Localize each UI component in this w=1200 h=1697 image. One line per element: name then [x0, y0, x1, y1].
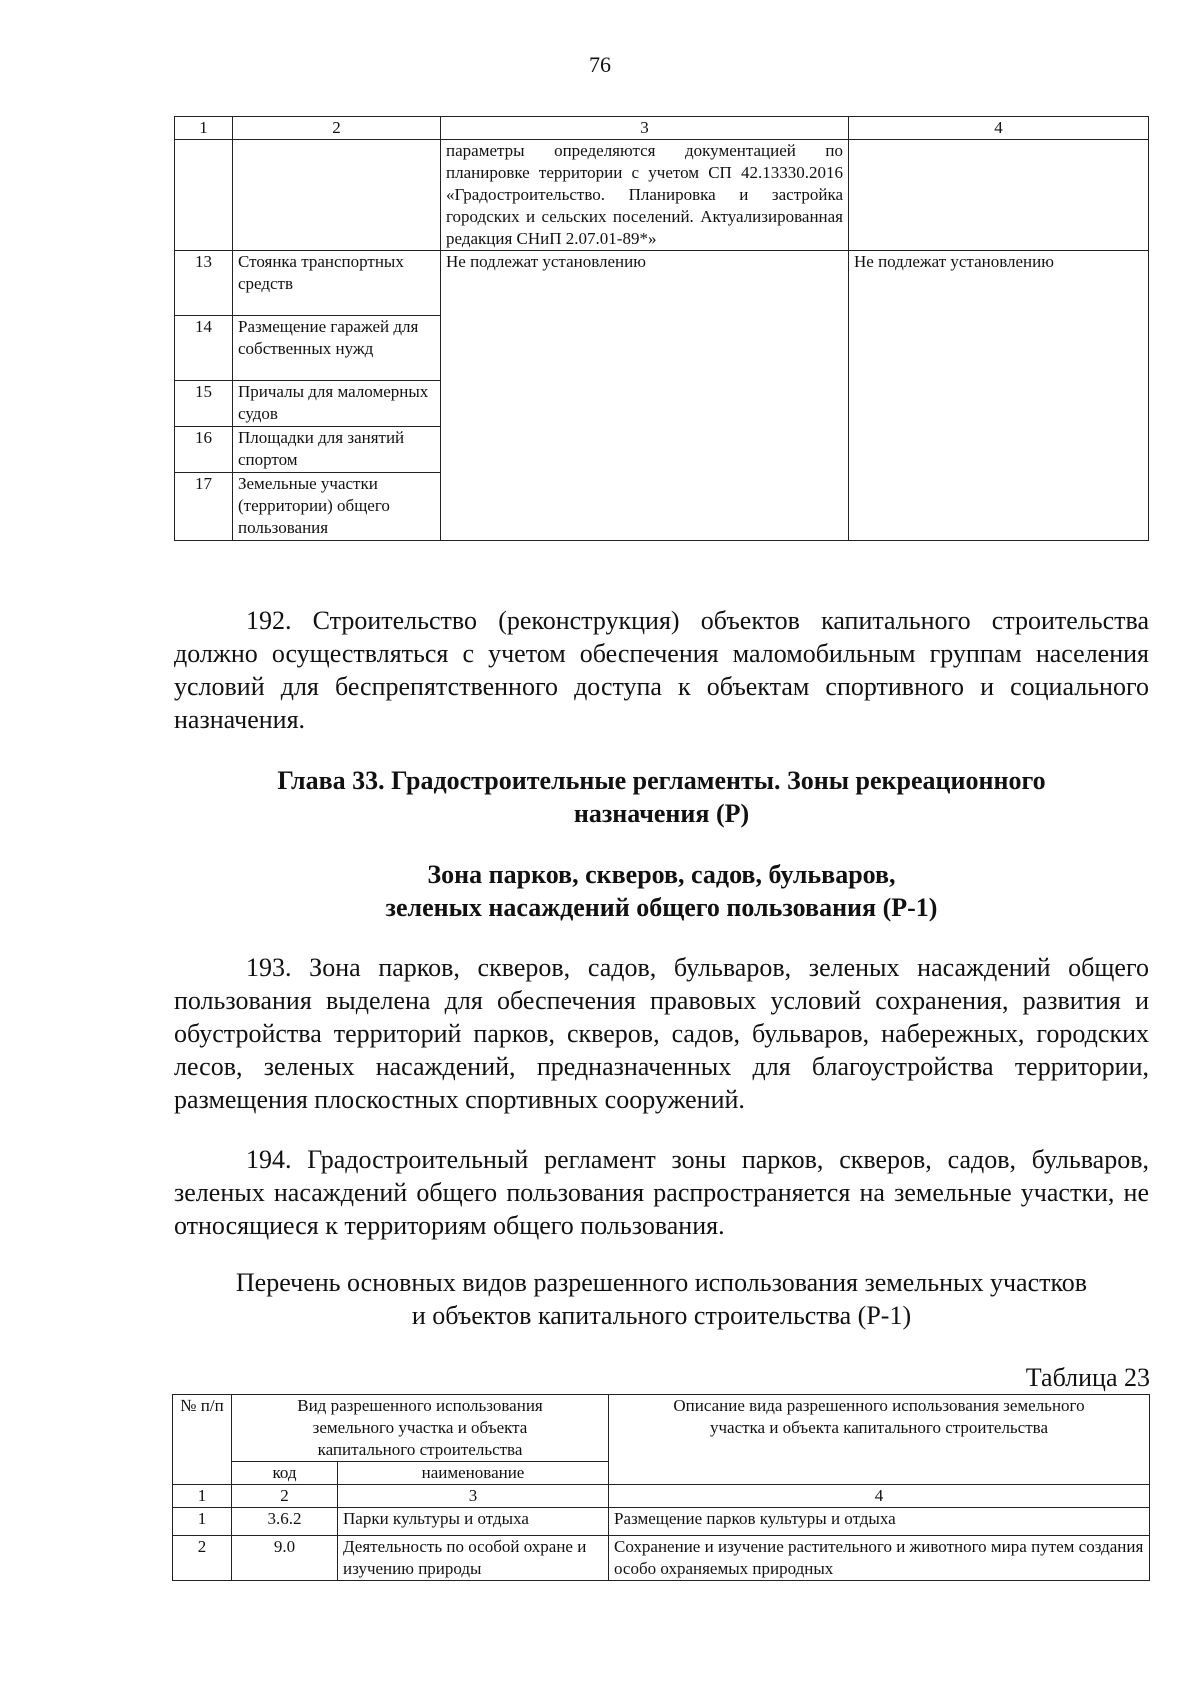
column-number-cell: 3	[338, 1485, 609, 1508]
list-title-line: и объектов капитального строительства (Р-1)	[411, 1301, 912, 1330]
zone-heading-line: Зона парков, скверов, садов, бульваров,	[427, 860, 896, 889]
column-number-cell: 2	[232, 1485, 338, 1508]
table-cell	[175, 140, 233, 251]
permitted-uses-table	[172, 1394, 1150, 1581]
page-number: 76	[589, 52, 611, 77]
table-cell	[233, 140, 441, 251]
column-number-cell: 4	[609, 1485, 1150, 1508]
chapter-heading-line: назначения (Р)	[573, 799, 750, 828]
header-name-cell: наименование	[338, 1462, 609, 1485]
row-number-cell: 16	[175, 427, 233, 473]
header-number-cell: № п/п	[173, 1395, 232, 1485]
table-row	[175, 140, 1149, 251]
use-name-cell: Размещение гаражей для собственных нужд	[233, 316, 441, 381]
merged-col4-cell: Не подлежат установлению	[849, 251, 1149, 541]
use-name-cell: Причалы для маломерных судов	[233, 381, 441, 427]
list-title-line: Перечень основных видов разрешенного использования земельных участков	[235, 1268, 1088, 1297]
table-caption: Таблица 23	[1025, 1363, 1150, 1392]
column-number-cell: 3	[441, 117, 849, 140]
row-number-cell: 17	[175, 473, 233, 541]
code-cell: 3.6.2	[232, 1508, 338, 1536]
header-kind-cell: Вид разрешенного использования земельного участка и объекта капитального строительства	[232, 1395, 609, 1462]
row-number-cell: 13	[175, 251, 233, 316]
row-number-cell: 1	[173, 1508, 232, 1536]
merged-col3-cell: Не подлежат установлению	[441, 251, 849, 541]
use-name-cell: Стоянка транспортных средств	[233, 251, 441, 316]
list-title	[174, 1266, 1149, 1332]
use-name-cell: Деятельность по особой охране и изучению природы	[338, 1536, 609, 1581]
code-cell: 9.0	[232, 1536, 338, 1581]
column-number-cell: 1	[173, 1485, 232, 1508]
table-cell	[849, 140, 1149, 251]
table-row	[173, 1536, 1150, 1581]
chapter-heading	[174, 764, 1149, 830]
chapter-heading-line: Глава 33. Градостроительные регламенты. Зоны рекреационного	[277, 766, 1046, 795]
row-number-cell: 15	[175, 381, 233, 427]
paragraph-192: 192. Строительство (реконструкция) объектов капитального строительства должно осуществляться с учетом обеспечения маломобильным группам населения условий для беспрепятственного доступа к объектам спортивного и социального назначения.	[174, 606, 1149, 734]
use-name-cell: Парки культуры и отдыха	[338, 1508, 609, 1536]
use-name-cell: Площадки для занятий спортом	[233, 427, 441, 473]
paragraph-193: 193. Зона парков, скверов, садов, бульваров, зеленых насаждений общего пользования выделена для обеспечения правовых условий сохранения, развития и обустройства территорий парков, скверов, садов, бульваров, набережных, городских лесов, зеленых насаждений, предназначенных для благоустройства территории, размещения плоскостных спортивных сооружений.	[174, 953, 1149, 1114]
header-code-cell: код	[232, 1462, 338, 1485]
description-cell: Сохранение и изучение растительного и животного мира путем создания особо охраняемых природных	[609, 1536, 1150, 1581]
column-number-cell: 2	[233, 117, 441, 140]
parameters-text-cell: параметры определяются документацией по планировке территории с учетом СП 42.13330.2016 «Градостроительство. Планировка и застройка городских и сельских поселений. Актуализированная редакция СНиП 2.07.01-89*»	[441, 140, 849, 251]
use-name-cell: Земельные участки (территории) общего пользования	[233, 473, 441, 541]
column-numbers-row	[173, 1485, 1150, 1508]
header-description-cell: Описание вида разрешенного использования земельного участка и объекта капитального строительства	[609, 1395, 1150, 1485]
row-number-cell: 2	[173, 1536, 232, 1581]
table-row	[175, 251, 1149, 316]
zone-heading	[174, 858, 1149, 924]
column-number-cell: 1	[175, 117, 233, 140]
table-row	[173, 1508, 1150, 1536]
zone-heading-line: зеленых насаждений общего пользования (Р-1)	[385, 893, 938, 922]
column-number-cell: 4	[849, 117, 1149, 140]
description-cell: Размещение парков культуры и отдыха	[609, 1508, 1150, 1536]
table-header-row	[173, 1395, 1150, 1462]
permitted-use-parameters-table	[174, 116, 1149, 541]
paragraph-194: 194. Градостроительный регламент зоны парков, скверов, садов, бульваров, зеленых насаждений общего пользования распространяется на земельные участки, не относящиеся к территориям общего пользования.	[174, 1145, 1149, 1240]
row-number-cell: 14	[175, 316, 233, 381]
table-header-row	[175, 117, 1149, 140]
